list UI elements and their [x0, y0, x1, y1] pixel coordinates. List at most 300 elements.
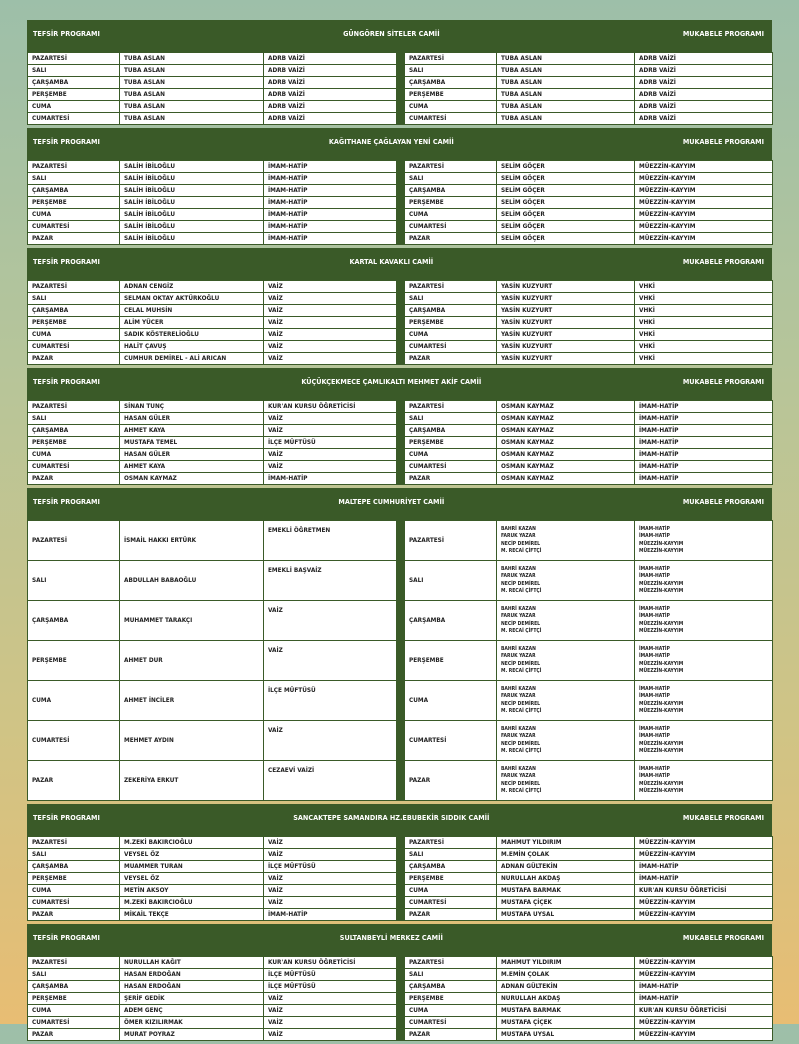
speaker-cell: YASİN KUZYURT	[497, 281, 635, 293]
speaker-cell: TUBA ASLAN	[497, 113, 635, 125]
title-cell: İMAM-HATİP	[635, 449, 773, 461]
table-row	[28, 721, 773, 761]
speaker-cell: TUBA ASLAN	[497, 53, 635, 65]
speaker-cell: AHMET DUR	[120, 641, 264, 681]
column-divider	[397, 65, 405, 77]
day-cell: PAZARTESİ	[405, 957, 497, 969]
mosque-section	[27, 20, 772, 125]
table-row	[28, 969, 773, 981]
day-cell: CUMARTESİ	[28, 1017, 120, 1029]
speaker-cell: M.ZEKİ BAKIRCIOĞLU	[120, 897, 264, 909]
speaker-cell: CELAL MUHSİN	[120, 305, 264, 317]
tefsir-label: TEFSİR PROGRAMI	[33, 933, 100, 942]
title-cell: VAİZ	[264, 1029, 397, 1041]
column-divider	[397, 197, 405, 209]
speaker-cell: HASAN GÜLER	[120, 449, 264, 461]
day-cell: ÇARŞAMBA	[405, 425, 497, 437]
day-cell: CUMARTESİ	[405, 113, 497, 125]
mukabele-name: NECİP DEMİREL	[501, 780, 541, 787]
mosque-name: KÜÇÜKÇEKMECE ÇAMLIKALTI MEHMET AKİF CAMİİ	[301, 377, 482, 386]
mukabele-title: MÜEZZİN-KAYYIM	[639, 748, 684, 754]
mukabele-title: MÜEZZİN-KAYYIM	[639, 780, 684, 787]
title-cell: KUR'AN KURSU ÖĞRETİCİSİ	[264, 957, 397, 969]
mukabele-names-cell	[497, 721, 635, 761]
title-cell: ADRB VAİZİ	[264, 101, 397, 113]
day-cell: SALI	[405, 293, 497, 305]
day-cell: PAZAR	[28, 353, 120, 365]
mosque-section	[27, 248, 772, 365]
speaker-cell: MURAT POYRAZ	[120, 1029, 264, 1041]
mukabele-title: İMAM-HATİP	[639, 733, 670, 739]
day-cell: CUMA	[405, 209, 497, 221]
speaker-cell: MUSTAFA BARMAK	[497, 885, 635, 897]
speaker-cell: M.EMİN ÇOLAK	[497, 849, 635, 861]
mukabele-name: FARUK YAZAR	[501, 533, 536, 539]
day-cell: PERŞEMBE	[405, 873, 497, 885]
speaker-cell: TUBA ASLAN	[497, 65, 635, 77]
mukabele-title: MÜEZZİN-KAYYIM	[639, 580, 684, 587]
table-row	[28, 233, 773, 245]
section-header	[27, 488, 772, 515]
table-row	[28, 209, 773, 221]
speaker-cell: OSMAN KAYMAZ	[497, 449, 635, 461]
title-cell: İLÇE MÜFTÜSÜ	[264, 437, 397, 449]
day-cell: ÇARŞAMBA	[405, 305, 497, 317]
column-divider	[397, 761, 405, 801]
day-cell: PAZARTESİ	[405, 521, 497, 561]
title-cell: MÜEZZİN-KAYYIM	[635, 233, 773, 245]
day-cell: CUMA	[405, 681, 497, 721]
day-cell: CUMARTESİ	[405, 461, 497, 473]
speaker-cell: MUHAMMET TARAKÇI	[120, 601, 264, 641]
speaker-cell: SELMAN OKTAY AKTÜRKOĞLU	[120, 293, 264, 305]
speaker-cell: ABDULLAH BABAOĞLU	[120, 561, 264, 601]
speaker-cell: TUBA ASLAN	[497, 101, 635, 113]
day-cell: ÇARŞAMBA	[405, 601, 497, 641]
speaker-cell: HASAN ERDOĞAN	[120, 981, 264, 993]
title-cell: VAİZ	[264, 641, 397, 681]
day-cell: CUMA	[28, 449, 120, 461]
column-divider	[397, 233, 405, 245]
title-cell: MÜEZZİN-KAYYIM	[635, 897, 773, 909]
day-cell: CUMA	[405, 885, 497, 897]
title-cell: İMAM-HATİP	[635, 993, 773, 1005]
mukabele-title: İMAM-HATİP	[639, 685, 670, 692]
column-divider	[397, 401, 405, 413]
day-cell: CUMARTESİ	[28, 341, 120, 353]
title-cell: VAİZ	[264, 329, 397, 341]
speaker-cell: İSMAİL HAKKI ERTÜRK	[120, 521, 264, 561]
title-cell: VAİZ	[264, 993, 397, 1005]
column-divider	[397, 437, 405, 449]
day-cell: PERŞEMBE	[28, 873, 120, 885]
mukabele-name: BAHRİ KAZAN	[501, 685, 536, 692]
day-cell: PERŞEMBE	[28, 437, 120, 449]
mukabele-name: BAHRİ KAZAN	[501, 765, 536, 772]
section-header	[27, 924, 772, 951]
speaker-cell: YASİN KUZYURT	[497, 353, 635, 365]
column-divider	[397, 521, 405, 561]
day-cell: PERŞEMBE	[405, 993, 497, 1005]
table-row	[28, 317, 773, 329]
tefsir-label: TEFSİR PROGRAMI	[33, 377, 100, 386]
title-cell: VAİZ	[264, 281, 397, 293]
table-row	[28, 65, 773, 77]
mosque-name: MALTEPE CUMHURİYET CAMİİ	[338, 497, 445, 506]
schedule-table	[27, 52, 773, 125]
table-row	[28, 401, 773, 413]
speaker-cell: ADNAN GÜLTEKİN	[497, 861, 635, 873]
title-cell: ADRB VAİZİ	[635, 77, 773, 89]
day-cell: CUMA	[28, 209, 120, 221]
column-divider	[397, 473, 405, 485]
day-cell: CUMARTESİ	[28, 461, 120, 473]
mukabele-name: M. RECAİ ÇİFTÇİ	[501, 708, 542, 714]
column-divider	[397, 957, 405, 969]
mukabele-label: MUKABELE PROGRAMI	[682, 257, 764, 266]
mosque-name: SULTANBEYLİ MERKEZ CAMİİ	[339, 933, 443, 942]
title-cell: MÜEZZİN-KAYYIM	[635, 209, 773, 221]
tefsir-label: TEFSİR PROGRAMI	[33, 813, 100, 822]
mukabele-title: İMAM-HATİP	[639, 605, 670, 612]
title-cell: İMAM-HATİP	[635, 873, 773, 885]
table-row	[28, 281, 773, 293]
day-cell: PAZARTESİ	[28, 957, 120, 969]
speaker-cell: OSMAN KAYMAZ	[497, 437, 635, 449]
title-cell: İMAM-HATİP	[264, 161, 397, 173]
title-cell: VAİZ	[264, 849, 397, 861]
day-cell: PAZAR	[28, 473, 120, 485]
title-cell: VAİZ	[264, 353, 397, 365]
day-cell: PAZAR	[405, 909, 497, 921]
speaker-cell: SELİM GÖÇER	[497, 209, 635, 221]
table-row	[28, 1029, 773, 1041]
table-row	[28, 473, 773, 485]
day-cell: ÇARŞAMBA	[28, 425, 120, 437]
mukabele-titles-cell	[635, 521, 773, 561]
column-divider	[397, 101, 405, 113]
column-divider	[397, 969, 405, 981]
title-cell: MÜEZZİN-KAYYIM	[635, 957, 773, 969]
title-cell: İMAM-HATİP	[264, 185, 397, 197]
day-cell: PERŞEMBE	[405, 641, 497, 681]
mukabele-name: BAHRİ KAZAN	[501, 725, 536, 732]
table-row	[28, 353, 773, 365]
day-cell: SALI	[28, 413, 120, 425]
day-cell: PAZAR	[405, 353, 497, 365]
table-row	[28, 897, 773, 909]
mukabele-titles-cell	[635, 561, 773, 601]
title-cell: VAİZ	[264, 305, 397, 317]
schedule-table	[27, 160, 773, 245]
schedule-table	[27, 400, 773, 485]
mosque-section	[27, 924, 772, 1041]
table-row	[28, 437, 773, 449]
day-cell: PERŞEMBE	[28, 89, 120, 101]
day-cell: PERŞEMBE	[405, 317, 497, 329]
mukabele-title: MÜEZZİN-KAYYIM	[639, 588, 684, 594]
table-row	[28, 53, 773, 65]
speaker-cell: SELİM GÖÇER	[497, 161, 635, 173]
mukabele-name: FARUK YAZAR	[501, 693, 536, 699]
title-cell: VHKİ	[635, 329, 773, 341]
title-cell: VAİZ	[264, 721, 397, 761]
mukabele-name: FARUK YAZAR	[501, 613, 536, 619]
speaker-cell: MUSTAFA UYSAL	[497, 1029, 635, 1041]
schedule-table	[27, 280, 773, 365]
day-cell: SALI	[405, 173, 497, 185]
speaker-cell: TUBA ASLAN	[120, 89, 264, 101]
speaker-cell: MAHMUT YILDIRIM	[497, 957, 635, 969]
speaker-cell: HASAN GÜLER	[120, 413, 264, 425]
speaker-cell: MUSTAFA BARMAK	[497, 1005, 635, 1017]
title-cell: VAİZ	[264, 413, 397, 425]
column-divider	[397, 601, 405, 641]
mukabele-title: MÜEZZİN-KAYYIM	[639, 788, 684, 794]
column-divider	[397, 461, 405, 473]
speaker-cell: SALİH İBİLOĞLU	[120, 197, 264, 209]
speaker-cell: MİKAİL TEKÇE	[120, 909, 264, 921]
title-cell: EMEKLİ ÖĞRETMEN	[264, 521, 397, 561]
speaker-cell: MUSTAFA TEMEL	[120, 437, 264, 449]
title-cell: VAİZ	[264, 317, 397, 329]
speaker-cell: YASİN KUZYURT	[497, 293, 635, 305]
speaker-cell: NURULLAH AKDAŞ	[497, 993, 635, 1005]
speaker-cell: TUBA ASLAN	[120, 65, 264, 77]
mukabele-name: NECİP DEMİREL	[501, 620, 541, 627]
mukabele-name: M. RECAİ ÇİFTÇİ	[501, 788, 542, 794]
speaker-cell: ADNAN GÜLTEKİN	[497, 981, 635, 993]
day-cell: PAZARTESİ	[405, 401, 497, 413]
title-cell: VAİZ	[264, 293, 397, 305]
speaker-cell: MEHMET AYDIN	[120, 721, 264, 761]
title-cell: VHKİ	[635, 317, 773, 329]
mosque-section	[27, 368, 772, 485]
column-divider	[397, 341, 405, 353]
column-divider	[397, 449, 405, 461]
title-cell: MÜEZZİN-KAYYIM	[635, 197, 773, 209]
mukabele-name: NECİP DEMİREL	[501, 660, 541, 667]
title-cell: İMAM-HATİP	[264, 209, 397, 221]
mosque-section	[27, 488, 772, 801]
mosque-name: KARTAL KAVAKLI CAMİİ	[349, 257, 434, 266]
speaker-cell: M.EMİN ÇOLAK	[497, 969, 635, 981]
speaker-cell: SELİM GÖÇER	[497, 197, 635, 209]
speaker-cell: OSMAN KAYMAZ	[120, 473, 264, 485]
table-row	[28, 449, 773, 461]
speaker-cell: MUAMMER TURAN	[120, 861, 264, 873]
speaker-cell: ŞERİF GEDİK	[120, 993, 264, 1005]
mukabele-name: BAHRİ KAZAN	[501, 645, 536, 652]
title-cell: İMAM-HATİP	[264, 221, 397, 233]
mukabele-titles-cell	[635, 761, 773, 801]
mukabele-name: FARUK YAZAR	[501, 653, 536, 659]
day-cell: ÇARŞAMBA	[405, 77, 497, 89]
column-divider	[397, 721, 405, 761]
section-header	[27, 20, 772, 47]
title-cell: MÜEZZİN-KAYYIM	[635, 1029, 773, 1041]
mukabele-title: MÜEZZİN-KAYYIM	[639, 628, 684, 634]
mukabele-titles-cell	[635, 601, 773, 641]
speaker-cell: METİN AKSOY	[120, 885, 264, 897]
table-row	[28, 173, 773, 185]
day-cell: SALI	[28, 65, 120, 77]
speaker-cell: ADNAN CENGİZ	[120, 281, 264, 293]
column-divider	[397, 837, 405, 849]
title-cell: VHKİ	[635, 353, 773, 365]
mukabele-name: BAHRİ KAZAN	[501, 525, 536, 532]
mukabele-label: MUKABELE PROGRAMI	[682, 497, 764, 506]
title-cell: İMAM-HATİP	[635, 461, 773, 473]
mukabele-title: İMAM-HATİP	[639, 653, 670, 659]
title-cell: CEZAEVİ VAİZİ	[264, 761, 397, 801]
table-row	[28, 185, 773, 197]
day-cell: SALI	[405, 849, 497, 861]
title-cell: İMAM-HATİP	[264, 473, 397, 485]
column-divider	[397, 861, 405, 873]
table-row	[28, 837, 773, 849]
mukabele-label: MUKABELE PROGRAMI	[682, 137, 764, 146]
day-cell: PERŞEMBE	[405, 89, 497, 101]
day-cell: CUMARTESİ	[405, 1017, 497, 1029]
mukabele-title: İMAM-HATİP	[639, 573, 670, 579]
speaker-cell: YASİN KUZYURT	[497, 341, 635, 353]
column-divider	[397, 173, 405, 185]
title-cell: MÜEZZİN-KAYYIM	[635, 969, 773, 981]
mukabele-names-cell	[497, 601, 635, 641]
table-row	[28, 329, 773, 341]
title-cell: İMAM-HATİP	[635, 401, 773, 413]
speaker-cell: TUBA ASLAN	[120, 53, 264, 65]
title-cell: VAİZ	[264, 425, 397, 437]
mukabele-title: İMAM-HATİP	[639, 693, 670, 699]
title-cell: ADRB VAİZİ	[635, 113, 773, 125]
tefsir-label: TEFSİR PROGRAMI	[33, 29, 100, 38]
speaker-cell: MUSTAFA ÇİÇEK	[497, 897, 635, 909]
mukabele-title: İMAM-HATİP	[639, 565, 670, 572]
speaker-cell: TUBA ASLAN	[497, 77, 635, 89]
title-cell: VAİZ	[264, 449, 397, 461]
day-cell: CUMA	[405, 329, 497, 341]
title-cell: ADRB VAİZİ	[635, 101, 773, 113]
mukabele-names-cell	[497, 761, 635, 801]
day-cell: CUMARTESİ	[28, 897, 120, 909]
day-cell: SALI	[28, 849, 120, 861]
title-cell: ADRB VAİZİ	[635, 89, 773, 101]
title-cell: İMAM-HATİP	[635, 425, 773, 437]
day-cell: CUMA	[28, 101, 120, 113]
mosque-section	[27, 804, 772, 921]
speaker-cell: SALİH İBİLOĞLU	[120, 161, 264, 173]
section-header	[27, 128, 772, 155]
table-row	[28, 885, 773, 897]
table-row	[28, 521, 773, 561]
table-row	[28, 601, 773, 641]
table-row	[28, 89, 773, 101]
day-cell: SALI	[28, 173, 120, 185]
speaker-cell: OSMAN KAYMAZ	[497, 413, 635, 425]
table-row	[28, 161, 773, 173]
day-cell: PAZAR	[405, 1029, 497, 1041]
mukabele-name: M. RECAİ ÇİFTÇİ	[501, 668, 542, 674]
title-cell: İMAM-HATİP	[635, 413, 773, 425]
day-cell: CUMARTESİ	[28, 721, 120, 761]
speaker-cell: ADEM GENÇ	[120, 1005, 264, 1017]
day-cell: PAZAR	[405, 473, 497, 485]
mukabele-title: İMAM-HATİP	[639, 765, 670, 772]
column-divider	[397, 897, 405, 909]
table-row	[28, 641, 773, 681]
table-row	[28, 461, 773, 473]
speaker-cell: SELİM GÖÇER	[497, 221, 635, 233]
column-divider	[397, 293, 405, 305]
title-cell: ADRB VAİZİ	[264, 65, 397, 77]
speaker-cell: SALİH İBİLOĞLU	[120, 173, 264, 185]
column-divider	[397, 281, 405, 293]
column-divider	[397, 641, 405, 681]
day-cell: PERŞEMBE	[28, 993, 120, 1005]
title-cell: VAİZ	[264, 1005, 397, 1017]
day-cell: SALI	[405, 413, 497, 425]
title-cell: VAİZ	[264, 341, 397, 353]
mukabele-names-cell	[497, 681, 635, 721]
day-cell: PAZARTESİ	[28, 521, 120, 561]
table-row	[28, 77, 773, 89]
day-cell: CUMA	[28, 885, 120, 897]
mukabele-name: BAHRİ KAZAN	[501, 565, 536, 572]
day-cell: PAZAR	[405, 761, 497, 801]
column-divider	[397, 1029, 405, 1041]
table-row	[28, 305, 773, 317]
day-cell: ÇARŞAMBA	[28, 861, 120, 873]
mukabele-names-cell	[497, 561, 635, 601]
day-cell: CUMARTESİ	[405, 721, 497, 761]
mukabele-name: BAHRİ KAZAN	[501, 605, 536, 612]
mukabele-titles-cell	[635, 641, 773, 681]
title-cell: VAİZ	[264, 897, 397, 909]
mukabele-name: M. RECAİ ÇİFTÇİ	[501, 628, 542, 634]
speaker-cell: SALİH İBİLOĞLU	[120, 233, 264, 245]
day-cell: SALI	[28, 969, 120, 981]
table-row	[28, 861, 773, 873]
table-row	[28, 849, 773, 861]
table-row	[28, 425, 773, 437]
schedule-page	[27, 20, 772, 1044]
title-cell: İLÇE MÜFTÜSÜ	[264, 861, 397, 873]
title-cell: VAİZ	[264, 461, 397, 473]
title-cell: İMAM-HATİP	[264, 173, 397, 185]
speaker-cell: OSMAN KAYMAZ	[497, 425, 635, 437]
title-cell: EMEKLİ BAŞVAİZ	[264, 561, 397, 601]
mukabele-label: MUKABELE PROGRAMI	[682, 813, 764, 822]
schedule-table	[27, 520, 773, 801]
speaker-cell: MUSTAFA ÇİÇEK	[497, 1017, 635, 1029]
speaker-cell: AHMET İNCİLER	[120, 681, 264, 721]
mukabele-name: FARUK YAZAR	[501, 773, 536, 779]
speaker-cell: CUMHUR DEMİREL - ALİ ARICAN	[120, 353, 264, 365]
title-cell: MÜEZZİN-KAYYIM	[635, 173, 773, 185]
column-divider	[397, 885, 405, 897]
day-cell: PAZAR	[28, 233, 120, 245]
mukabele-name: NECİP DEMİREL	[501, 540, 541, 547]
speaker-cell: MUSTAFA UYSAL	[497, 909, 635, 921]
speaker-cell: SADIK KÖSTERELİOĞLU	[120, 329, 264, 341]
column-divider	[397, 993, 405, 1005]
mukabele-title: İMAM-HATİP	[639, 773, 670, 779]
mukabele-title: İMAM-HATİP	[639, 645, 670, 652]
mukabele-title: MÜEZZİN-KAYYIM	[639, 540, 684, 547]
title-cell: MÜEZZİN-KAYYIM	[635, 837, 773, 849]
